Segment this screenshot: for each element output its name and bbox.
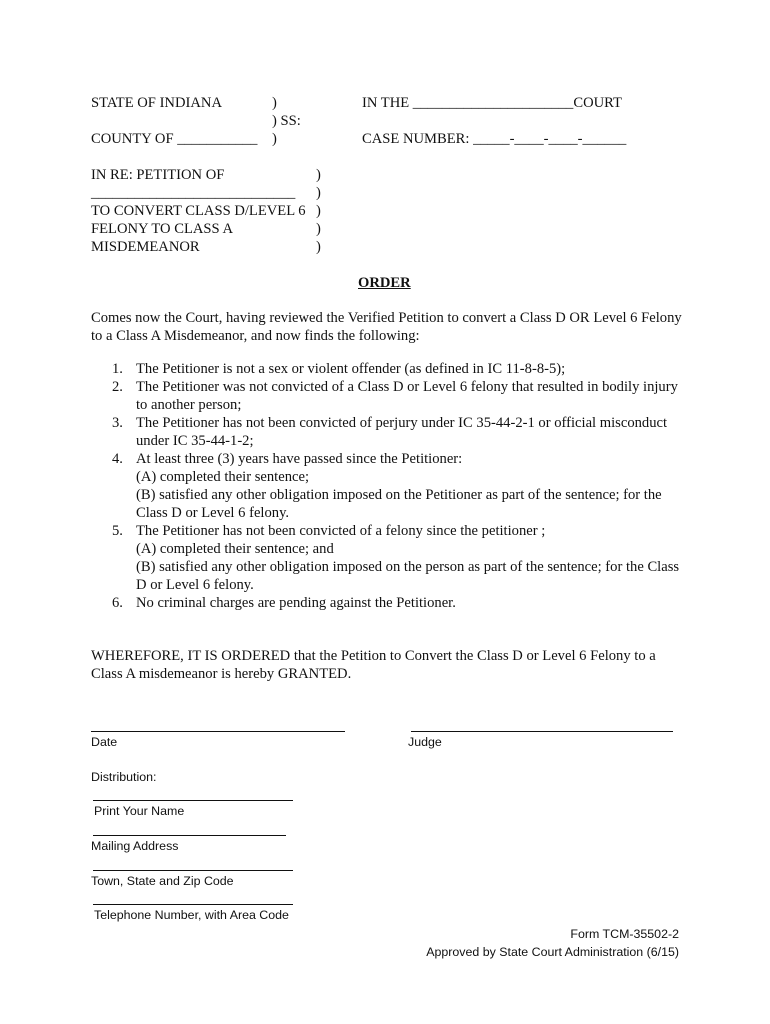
wherefore-clause: WHEREFORE, IT IS ORDERED that the Petition to Convert the Class D or Level 6 Felony to a Class A misdemeanor is hereby GRANTED. xyxy=(91,648,656,682)
finding-text: The Petitioner was not convicted of a Class D or Level 6 felony that resulted in bodily injury to another person; xyxy=(136,379,678,413)
finding-number: 6. xyxy=(112,595,123,611)
town-line[interactable] xyxy=(93,870,293,871)
town-state-zip-label: Town, State and Zip Code xyxy=(91,874,234,888)
findings-list xyxy=(112,360,692,612)
judge-label: Judge xyxy=(408,735,442,749)
finding-subitem: (A) completed their sentence; and xyxy=(136,541,334,557)
caption-paren: ) xyxy=(316,239,321,255)
finding-subitem: (A) completed their sentence; xyxy=(136,469,310,485)
judge-signature-line[interactable] xyxy=(411,731,673,732)
finding-item xyxy=(112,360,692,378)
date-label: Date xyxy=(91,735,118,749)
order-intro: Comes now the Court, having reviewed the Verified Petition to convert a Class D OR Level 6 Felony to a Class A Misdemeanor, and now finds the following: xyxy=(91,310,682,344)
phone-line[interactable] xyxy=(93,904,293,905)
date-signature-line[interactable] xyxy=(91,731,345,732)
finding-item xyxy=(112,414,692,450)
form-number: Form TCM-35502-2 xyxy=(570,927,679,941)
finding-item xyxy=(112,450,692,522)
phone-label: Telephone Number, with Area Code xyxy=(94,908,289,922)
convert-label: TO CONVERT CLASS D/LEVEL 6 xyxy=(91,203,306,219)
in-re-label: IN RE: PETITION OF xyxy=(91,167,225,183)
finding-number: 4. xyxy=(112,451,123,467)
finding-item xyxy=(112,594,692,612)
print-name-label: Print Your Name xyxy=(94,804,185,818)
caption-paren: ) xyxy=(316,221,321,237)
finding-number: 5. xyxy=(112,523,123,539)
distribution-label: Distribution: xyxy=(91,770,157,784)
finding-text: The Petitioner is not a sex or violent offender (as defined in IC 11-8-8-5); xyxy=(136,361,566,377)
finding-number: 1. xyxy=(112,361,123,377)
finding-subitem: (B) satisfied any other obligation imposed on the person as part of the sentence; for the Class D or Level 6 felony. xyxy=(136,559,680,593)
mailing-address-label: Mailing Address xyxy=(91,839,179,853)
finding-item xyxy=(112,378,692,414)
court-label: IN THE ______________________COURT xyxy=(362,95,622,111)
finding-text: No criminal charges are pending against the Petitioner. xyxy=(136,595,456,611)
case-number-label: CASE NUMBER: _____-____-____-______ xyxy=(362,131,627,147)
mailing-address-line[interactable] xyxy=(93,835,286,836)
finding-number: 2. xyxy=(112,379,123,395)
finding-text: The Petitioner has not been convicted of perjury under IC 35-44-2-1 or official misconduct under IC 35-44-1-2; xyxy=(136,415,668,449)
print-name-line[interactable] xyxy=(93,800,293,801)
county-label: COUNTY OF ___________ xyxy=(91,131,258,147)
petitioner-name-blank: ____________________________ xyxy=(91,185,296,201)
caption-paren: ) xyxy=(316,167,321,183)
state-label: STATE OF INDIANA xyxy=(91,95,222,111)
caption-paren: ) xyxy=(316,185,321,201)
misdemeanor-label: MISDEMEANOR xyxy=(91,239,200,255)
finding-number: 3. xyxy=(112,415,123,431)
finding-text: At least three (3) years have passed since the Petitioner: xyxy=(136,451,463,467)
finding-text: The Petitioner has not been convicted of a felony since the petitioner ; xyxy=(136,523,546,539)
order-title: ORDER xyxy=(358,275,411,291)
felony-label: FELONY TO CLASS A xyxy=(91,221,234,237)
caption-paren: ) xyxy=(272,131,277,147)
finding-subitem: (B) satisfied any other obligation imposed on the Petitioner as part of the sentence; for the Class D or Level 6 felony. xyxy=(136,487,662,521)
finding-item xyxy=(112,522,692,594)
caption-paren: ) xyxy=(272,95,277,111)
caption-paren: ) xyxy=(316,203,321,219)
approval-note: Approved by State Court Administration (6/15) xyxy=(426,945,679,959)
ss-label: ) SS: xyxy=(272,113,301,129)
